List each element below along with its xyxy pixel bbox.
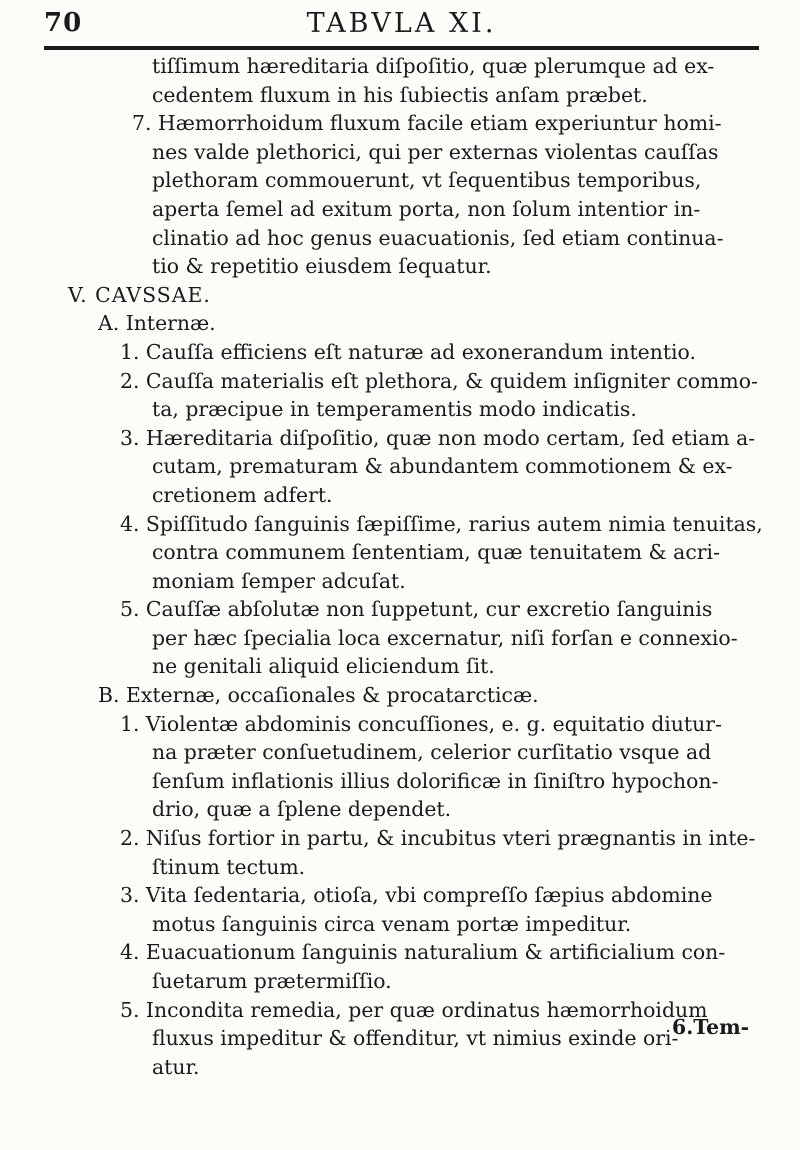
text-line: ne genitali aliquid eliciendum ſit. [152, 654, 495, 679]
text-line: atur. [152, 1054, 200, 1079]
page-number: 70 [44, 8, 83, 38]
text-line: 4. Spiſſitudo ſanguinis ſæpiſſime, rarius autem nimia tenuitas, [120, 511, 763, 536]
text-line: drio, quæ a ſplene dependet. [152, 797, 452, 822]
text-line: B. Externæ, occaſionales & procatarcticæ. [98, 683, 539, 708]
text-line: 3. Hæreditaria diſpoſitio, quæ non modo certam, ſed etiam a- [120, 425, 756, 450]
text-line: cutam, prematuram & abundantem commotionem & ex- [152, 454, 733, 479]
text-line: cretionem adfert. [152, 482, 333, 507]
text-line: 4. Euacuationum ſanguinis naturalium & artificialium con- [120, 940, 726, 965]
catchword: 6.Tem- [672, 1015, 750, 1039]
text-line: tiſſimum hæreditaria diſpoſitio, quæ plerumque ad ex- [152, 54, 715, 78]
header-rule [44, 46, 759, 50]
text-line: ſuetarum prætermiſſio. [152, 969, 392, 993]
text-line: 1. Violentæ abdominis concuſſiones, e. g. equitatio diutur- [120, 711, 722, 736]
page-header [44, 8, 759, 48]
text-line: nes valde plethorici, qui per externas violentas cauſſas [152, 139, 719, 164]
text-line: plethoram commouerunt, vt ſequentibus temporibus, [152, 168, 702, 193]
text-line: clinatio ad hoc genus euacuationis, ſed etiam continua- [152, 225, 724, 250]
text-line: 5. Incondita remedia, per quæ ordinatus hæmorrhoidum [120, 997, 708, 1022]
text-line: fluxus impeditur & offenditur, vt nimius exinde ori- [152, 1026, 679, 1051]
text-line: aperta ſemel ad exitum porta, non ſolum intentior in- [152, 196, 701, 221]
text-line: ſtinum tectum. [152, 854, 306, 879]
text-line: ſenſum inflationis illius dolorificæ in ſiniſtro hypochon- [152, 768, 719, 793]
text-line: ta, præcipue in temperamentis modo indicatis. [152, 397, 637, 422]
text-line: A. Internæ. [98, 311, 216, 336]
text-line: 2. Cauſſa materialis eſt plethora, & quidem inſigniter commo- [120, 368, 758, 393]
text-line: na præter conſuetudinem, celerior curſitatio vsque ad [152, 740, 712, 765]
text-line: 1. Cauſſa efficiens eſt naturæ ad exonerandum intentio. [120, 339, 696, 364]
text-line: per hæc ſpecialia loca excernatur, niſi forſan e connexio- [152, 625, 738, 650]
text-line: 3. Vita ſedentaria, otioſa, vbi compreſſo ſæpius abdomine [120, 883, 713, 908]
body-text [38, 52, 768, 1081]
text-line: V. CAVSSAE. [68, 282, 211, 307]
text-line: motus ſanguinis circa venam portæ impeditur. [152, 911, 632, 936]
text-line: 7. Hæmorrhoidum fluxum facile etiam experiuntur homi- [132, 111, 722, 136]
text-line: tio & repetitio eiusdem ſequatur. [152, 254, 492, 279]
text-line: 5. Cauſſæ abſolutæ non ſuppetunt, cur excretio ſanguinis [120, 597, 713, 622]
text-line: contra communem ſententiam, quæ tenuitatem & acri- [152, 540, 720, 565]
running-title: TABVLA XI. [306, 8, 497, 39]
text-line: moniam ſemper adcuſat. [152, 568, 406, 593]
text-line: cedentem fluxum in his ſubiectis anſam præbet. [152, 82, 648, 107]
text-line: 2. Niſus fortior in partu, & incubitus vteri prægnantis in inte- [120, 826, 756, 851]
